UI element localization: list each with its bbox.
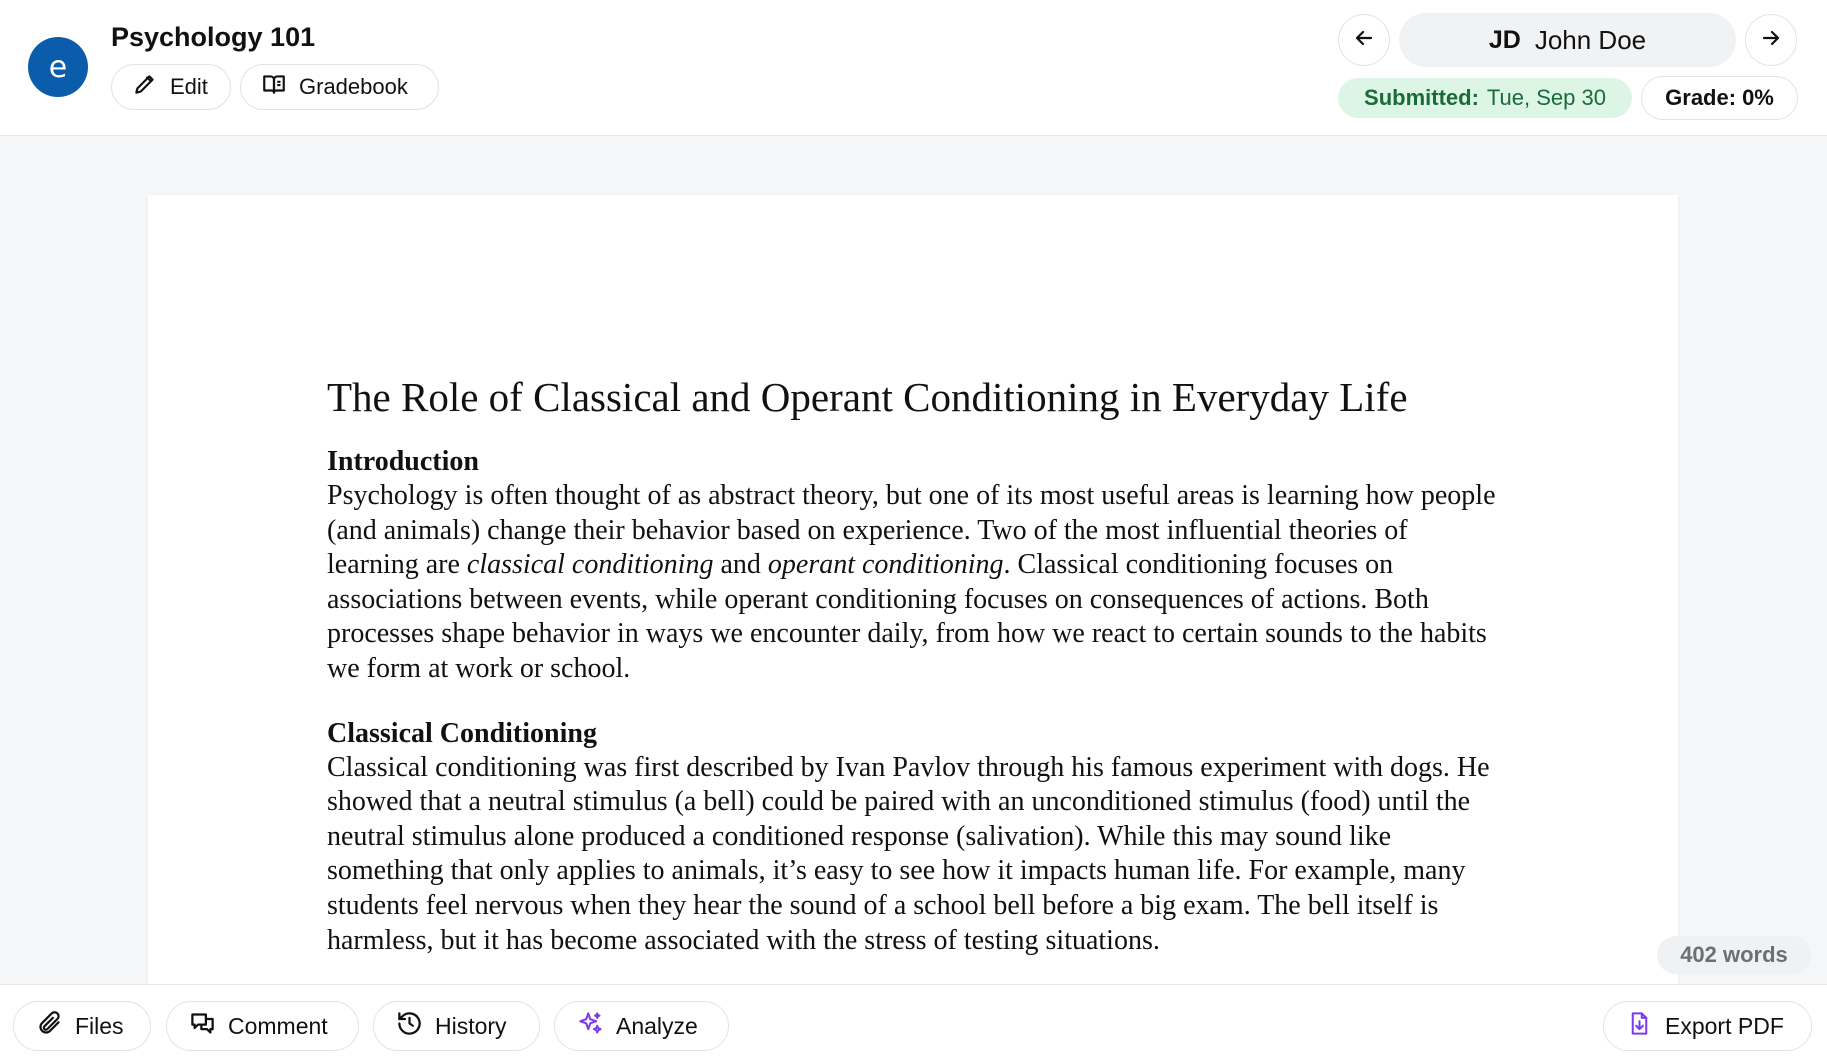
gradebook-button[interactable] (240, 64, 439, 110)
history-button[interactable] (373, 1001, 540, 1051)
course-title: Psychology 101 (111, 22, 316, 52)
section-heading-introduction: Introduction (327, 446, 479, 477)
student-initials: JD (1488, 25, 1521, 54)
file-download-icon (1626, 1010, 1653, 1043)
top-header (0, 0, 1827, 136)
export-pdf-button[interactable] (1603, 1001, 1812, 1051)
arrow-right-icon (1759, 26, 1783, 55)
intro-text-3: . Classical conditioning focuses on associations between events, while operant conditioning focuses on consequences of actions. Both processes shape behavior in ways we encounter daily, from how we react to certain sounds to the habits we form at work or school. (327, 549, 1487, 684)
next-student-button[interactable] (1745, 14, 1797, 66)
files-button[interactable] (13, 1001, 151, 1051)
export-pdf-button-label: Export PDF (1665, 1012, 1784, 1039)
submitted-label: Submitted: (1364, 85, 1479, 110)
sparkles-icon (577, 1010, 604, 1043)
intro-text-1: Psychology is often thought of as abstract theory, but one of its most useful areas is learning how people (and animals) change their behavior based on experience. Two of the most influential theories of learning are (327, 480, 1496, 581)
arrow-left-icon (1352, 26, 1376, 55)
gradebook-button-label: Gradebook (299, 74, 408, 99)
previous-student-button[interactable] (1338, 14, 1390, 66)
document-title: The Role of Classical and Operant Conditioning in Everyday Life (327, 374, 1408, 420)
files-button-label: Files (75, 1012, 124, 1039)
app-logo[interactable]: e (28, 37, 88, 97)
section-heading-classical-conditioning: Classical Conditioning (327, 717, 597, 749)
edit-button[interactable] (111, 64, 231, 110)
submission-document[interactable] (148, 195, 1678, 995)
comment-button[interactable] (166, 1001, 359, 1051)
paperclip-icon (36, 1010, 63, 1043)
grade-value: 0% (1742, 85, 1774, 110)
student-selector[interactable] (1399, 13, 1736, 67)
word-count-badge: 402 words (1657, 936, 1811, 974)
grade-button[interactable] (1641, 76, 1798, 120)
document-content (327, 373, 1497, 988)
intro-emphasis-2: operant conditioning (767, 549, 1004, 581)
comments-icon (189, 1010, 216, 1043)
analyze-button[interactable] (554, 1001, 729, 1051)
grade-label: Grade: (1665, 85, 1737, 110)
analyze-button-label: Analyze (616, 1012, 698, 1039)
comment-button-label: Comment (228, 1012, 328, 1039)
intro-emphasis-1: classical conditioning (466, 549, 714, 581)
bottom-toolbar (0, 984, 1827, 1062)
classical-conditioning-paragraph: Classical conditioning was first described by Ivan Pavlov through his famous experiment with dogs. He showed that a neutral stimulus (a bell) could be paired with an unconditioned stimulus (food) until the neutral stimulus alone produced a conditioned response (salivation). While this may sound like something that only applies to animals, it’s easy to see how it impacts human life. For example, many students feel nervous when they hear the sound of a school bell before a big exam. The bell itself is harmless, but it has become associated with the stress of testing situations. (327, 751, 1490, 956)
introduction-paragraph (327, 479, 1497, 687)
history-icon (396, 1010, 423, 1043)
history-button-label: History (435, 1012, 507, 1039)
intro-text-2: and (713, 549, 768, 581)
book-open-icon (261, 71, 287, 103)
submitted-date: Tue, Sep 30 (1486, 85, 1606, 110)
submitted-status-badge (1338, 78, 1632, 118)
edit-button-label: Edit (170, 74, 208, 99)
pencil-icon (132, 71, 158, 103)
student-name: John Doe (1534, 24, 1647, 55)
